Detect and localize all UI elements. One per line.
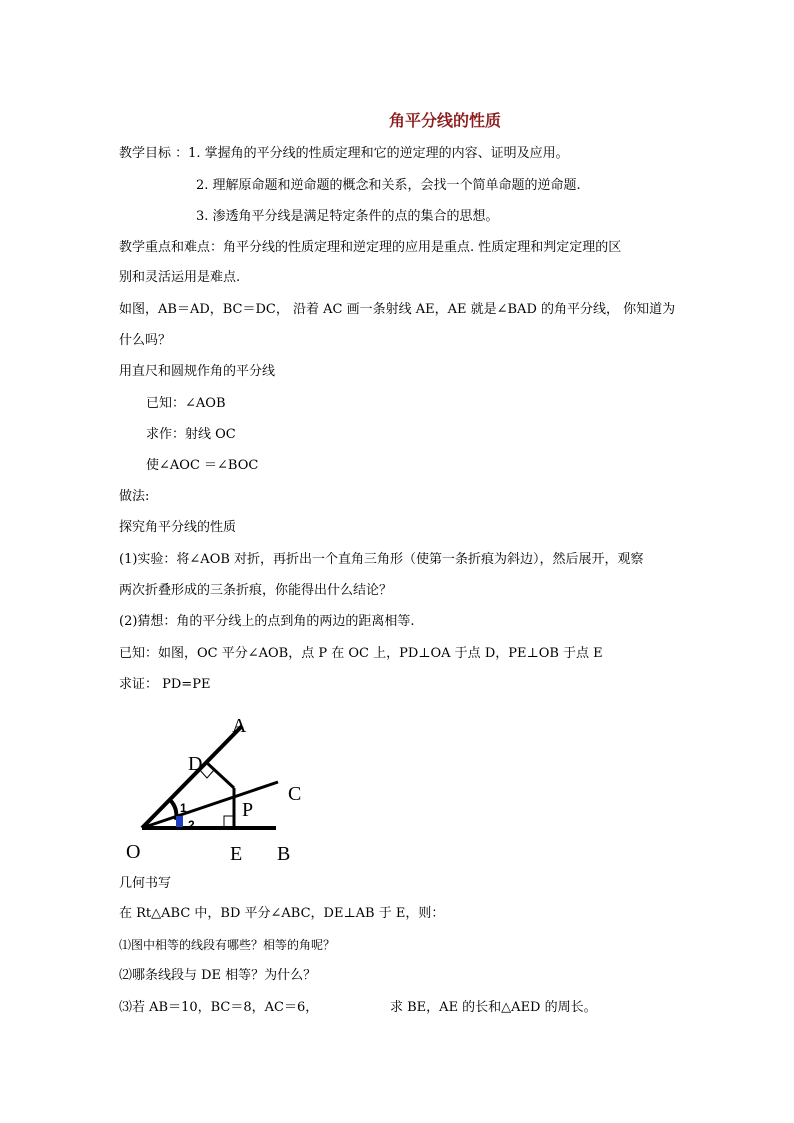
exercise-question-3b: 求 BE，AE 的长和△AED 的周长。 [390,1000,597,1015]
explore-conjecture: (2)猜想：角的平分线上的点到角的两边的距离相等. [119,614,415,629]
construction-make: 求作：射线 OC [146,427,236,442]
objectives-line-1: 教学目标 ：1. 掌握角的平分线的性质定理和它的逆定理的内容、证明及应用。 [119,146,569,161]
construction-such: 使∠AOC ＝∠BOC [146,458,259,473]
exercise-problem: 在 Rt△ABC 中，BD 平分∠ABC，DE⊥AB 于 E，则： [119,906,445,921]
explore-prove: 求证： PD=PE [119,677,211,692]
explore-experiment-line-2: 两次折叠形成的三条折痕，你能得出什么结论？ [119,583,393,598]
keypoints-line-1: 教学重点和难点：角平分线的性质定理和逆定理的应用是重点. 性质定理和判定定理的区 [119,240,622,255]
label-a: A [232,715,247,737]
construction-known: 已知：∠AOB [146,396,226,411]
construction-method: 做法: [119,489,150,504]
exercise-heading: 几何书写 [119,876,172,891]
exercise-question-1: ⑴图中相等的线段有哪些？相等的角呢？ [119,938,336,952]
label-p: P [242,799,254,821]
ray-oa [142,726,242,828]
label-e: E [230,843,243,862]
construction-heading: 用直尺和圆规作角的平分线 [119,364,276,379]
explore-heading: 探究角平分线的性质 [119,520,237,535]
explore-given: 已知：如图，OC 平分∠AOB，点 P 在 OC 上，PD⊥OA 于点 D，PE⊥OB 于点 E [119,646,603,661]
exercise-question-3a: ⑶若 AB＝10，BC＝8，AC＝6， [119,1000,319,1015]
page-title: 角平分线的性质 [388,111,501,130]
explore-experiment-line-1: (1)实验：将∠AOB 对折，再折出一个直角三角形（使第一条折痕为斜边），然后展开，观察 [119,552,644,567]
label-d: D [188,753,203,775]
intro-line-2: 什么吗？ [119,333,172,348]
keypoints-line-2: 别和灵活运用是难点. [119,270,241,285]
label-b: B [277,843,291,862]
label-angle-1: 1 [180,801,187,815]
angle-mark-2 [176,816,183,827]
exercise-question-2: ⑵哪条线段与 DE 相等？为什么？ [119,968,317,983]
label-angle-2: 2 [188,818,195,832]
objectives-line-2: 2. 理解原命题和逆命题的概念和关系，会找一个简单命题的逆命题. [196,178,581,193]
angle-bisector-figure [120,712,320,862]
label-c: C [288,783,302,805]
objectives-line-3: 3. 渗透角平分线是满足特定条件的点的集合的思想。 [196,209,499,224]
intro-line-1: 如图，AB＝AD，BC＝DC， 沿着 AC 画一条射线 AE，AE 就是∠BAD 的角平分线， 你知道为 [119,302,676,317]
label-o: O [126,841,141,862]
